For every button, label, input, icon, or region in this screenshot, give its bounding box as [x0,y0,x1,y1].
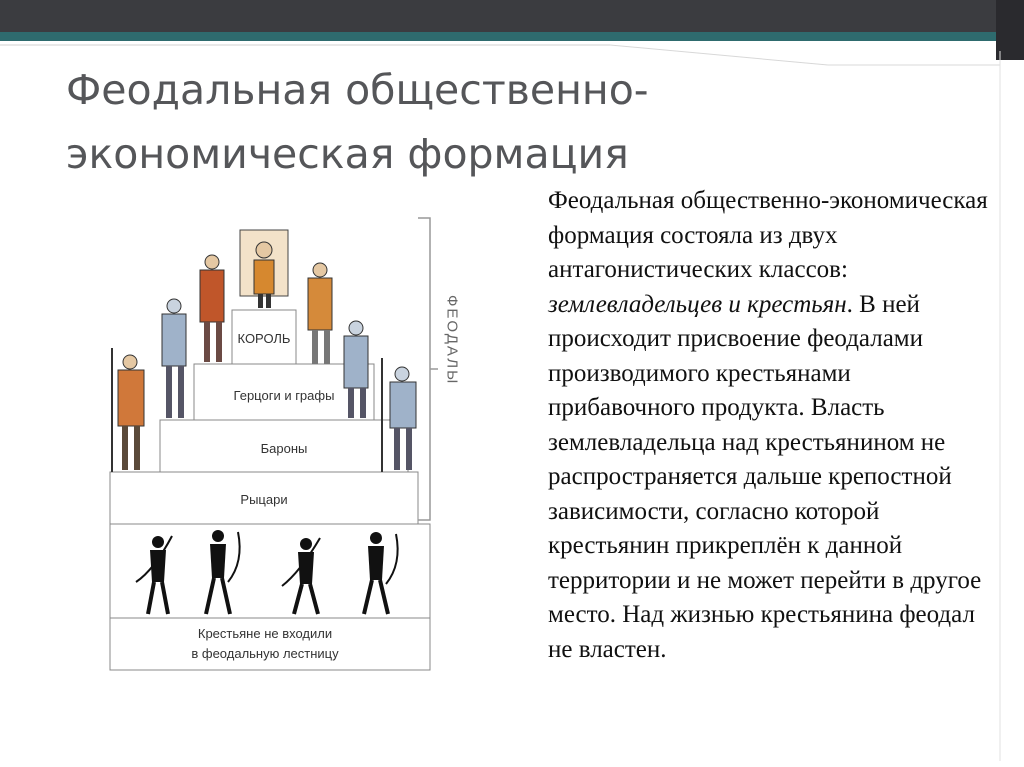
feudal-ladder-diagram [100,210,470,690]
body-text-part-2: . В ней происходит присвоение феодалами производимого крестьянами прибавочного продукта. Власть землевладельца над крестьянином не распространяется дальше крепостной зависимости, согласно которой крестьянин прикреплён к данной территории и не может перейти в другое место. Над жизнью крестьянина феодал не властен. [548,290,982,663]
peasants-label-line-1: Крестьяне не входили [197,626,333,641]
title-line-1: Феодальная общественно- [66,66,649,114]
accent-stripe [0,32,1024,41]
top-bar [0,0,1024,32]
feudals-bracket [418,218,430,520]
slide-title [66,58,866,186]
corner-accent [996,0,1024,60]
baron-figure-left [162,299,186,418]
duke-figure-left [200,255,224,362]
peasants-label-line-2: в феодальную лестницу [191,646,339,661]
body-text-part-1: Феодальная общественно-экономическая формация состояла из двух антагонистических классов: [548,187,988,283]
level-label-dukes: Герцоги и графы [233,388,335,403]
duke-figure-right [308,263,332,364]
level-label-knights: Рыцари [240,492,288,507]
king-figure [240,230,288,308]
title-line-2: экономическая формация [66,130,629,178]
level-label-king: КОРОЛЬ [237,331,291,346]
body-text-italic: землевладельцев и крестьян [548,290,847,318]
feudals-label: ФЕОДАЛЫ [443,295,461,386]
knight-figure-left [112,348,144,472]
level-label-barons: Бароны [260,441,308,456]
slide-body-text [548,184,988,667]
